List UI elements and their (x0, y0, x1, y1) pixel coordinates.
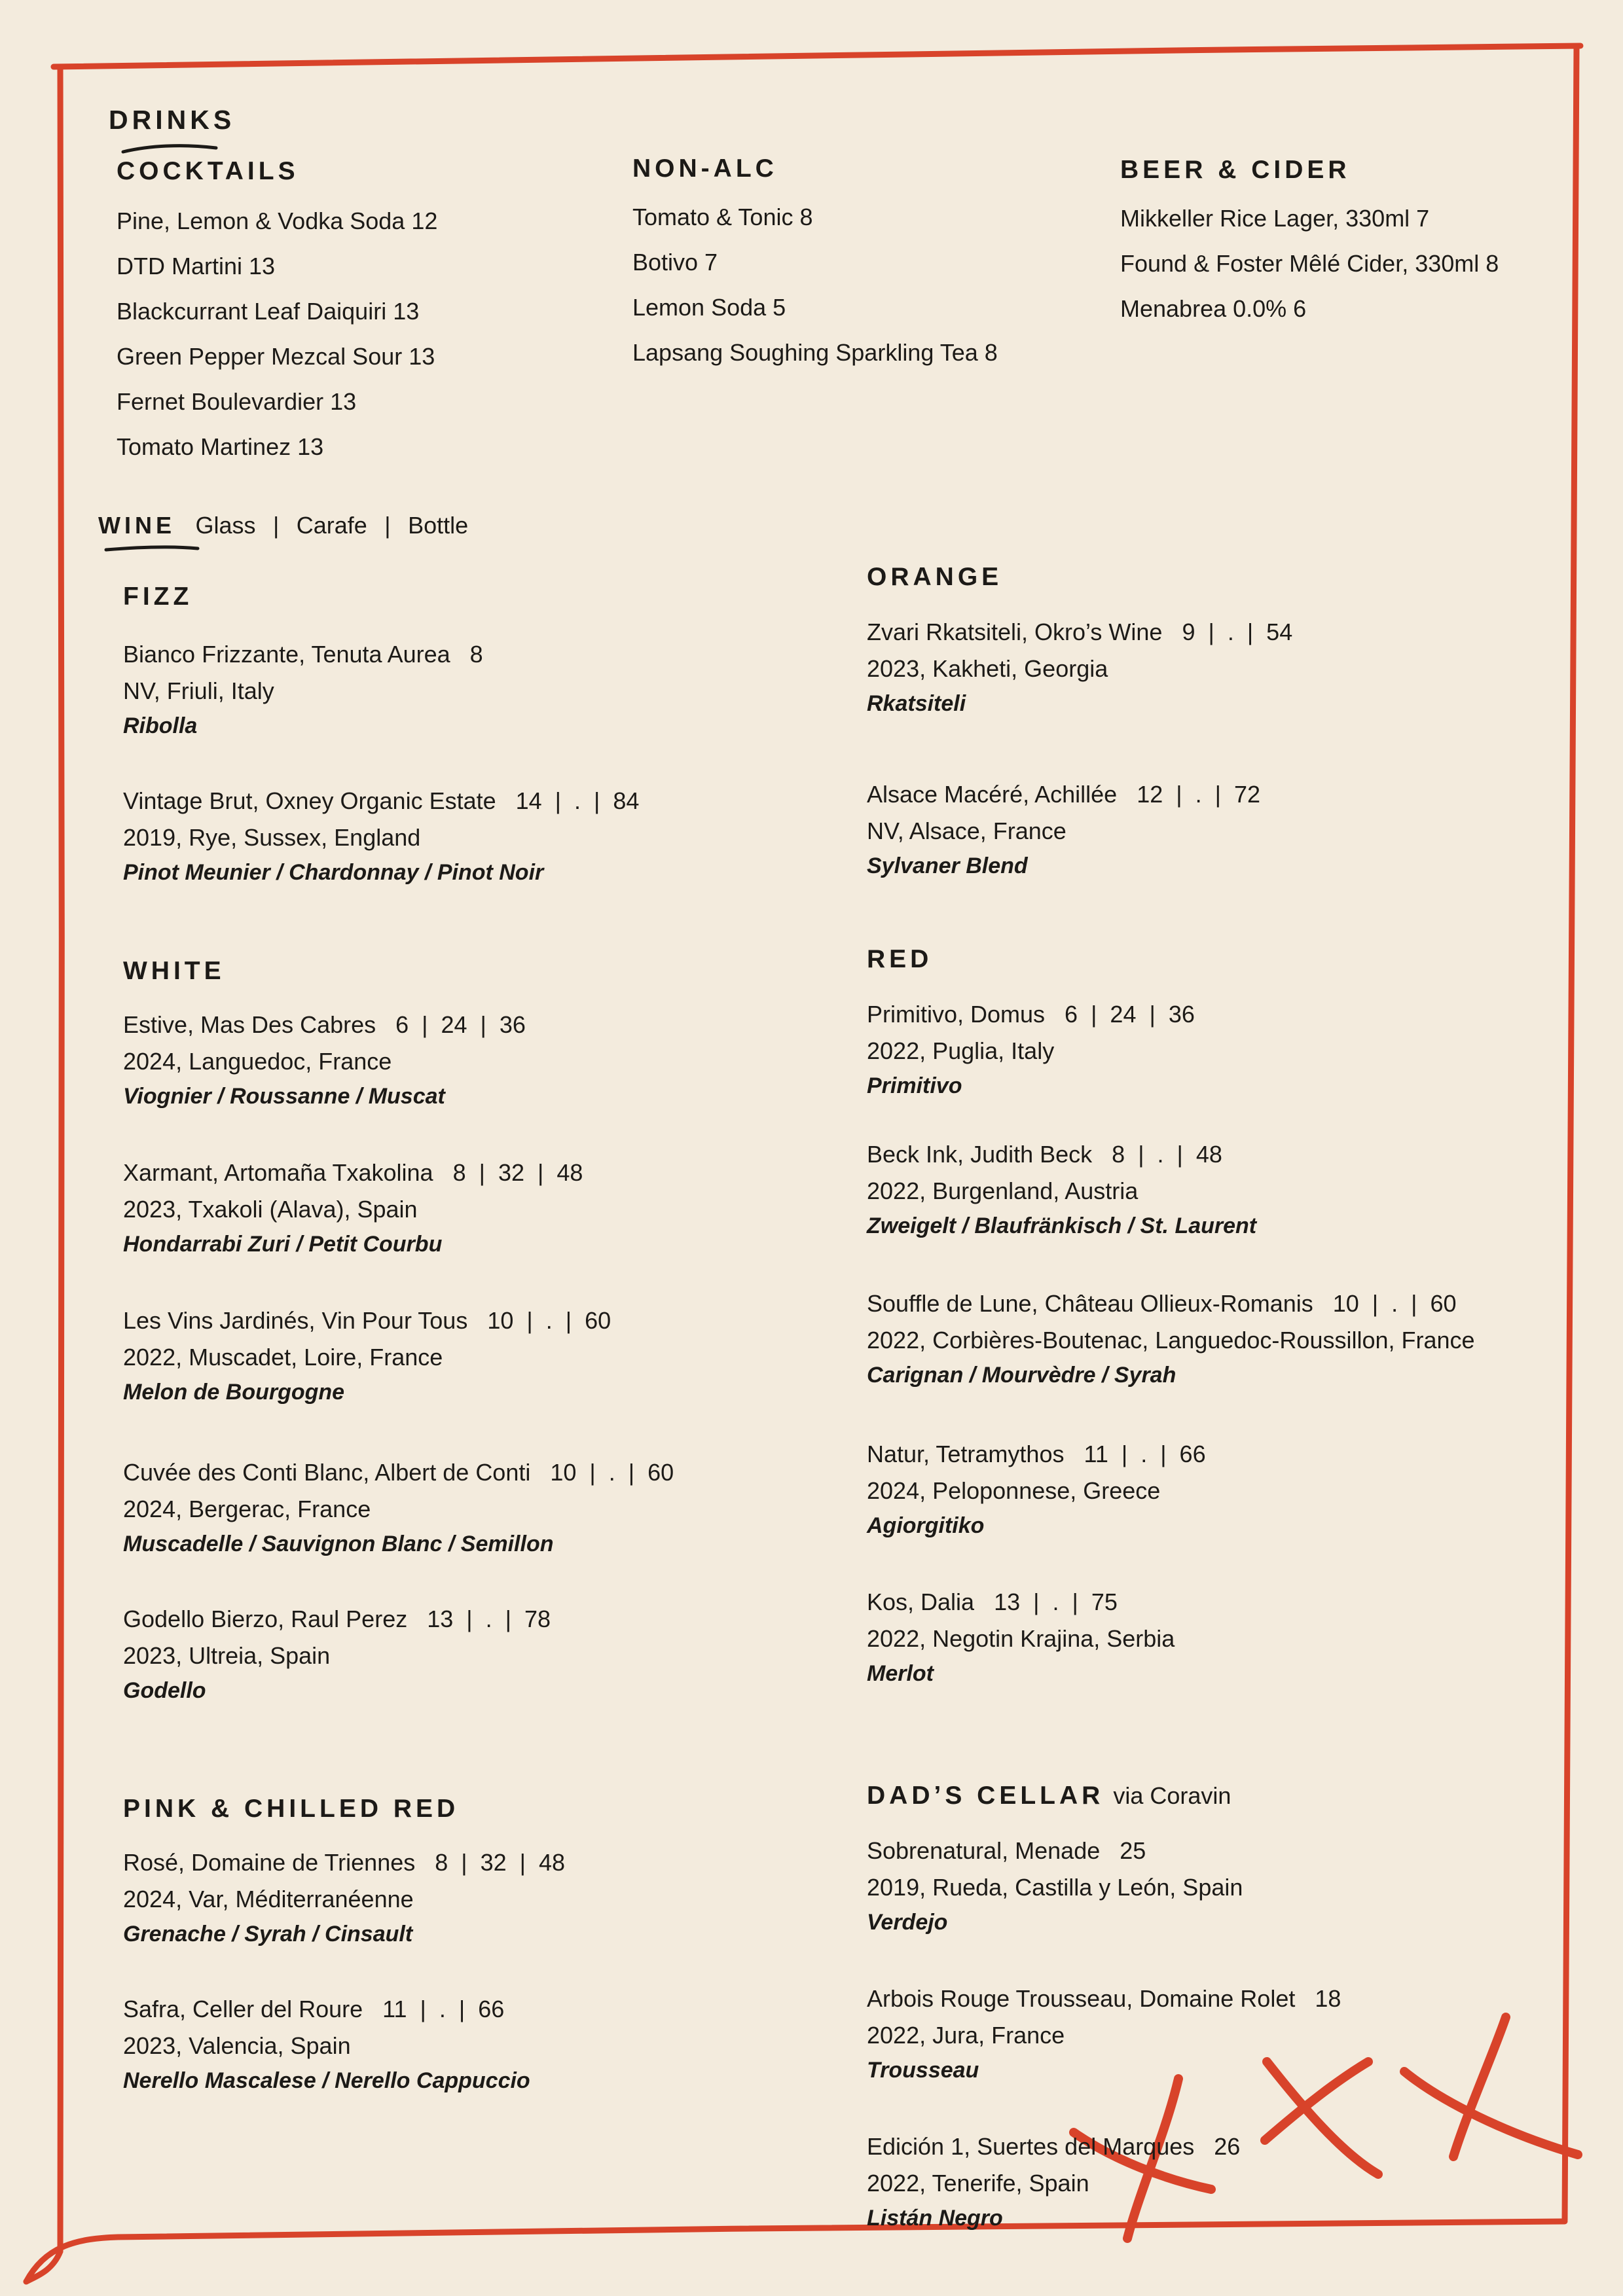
kiss-x-3a (1404, 2072, 1578, 2155)
wine-origin: 2024, Languedoc, France (123, 1048, 392, 1075)
wine-origin: 2022, Tenerife, Spain (867, 2170, 1089, 2197)
wine-name: Les Vins Jardinés, Vin Pour Tous (123, 1307, 468, 1334)
wine-price: 8 (469, 641, 483, 668)
wine-price: 13 | . | 75 (994, 1588, 1118, 1615)
wine-item (867, 1987, 1341, 2081)
wine-grapes: Muscadelle / Sauvignon Blanc / Semillon (123, 1532, 554, 1556)
wine-name: Cuvée des Conti Blanc, Albert de Conti (123, 1459, 531, 1486)
wine-price: 14 | . | 84 (515, 787, 640, 814)
wine-price: 11 | . | 66 (1084, 1441, 1206, 1467)
wine-name: Kos, Dalia (867, 1588, 975, 1615)
wine-name: Estive, Mas Des Cabres (123, 1011, 376, 1038)
pink-heading: PINK & CHILLED RED (123, 1795, 460, 1823)
wine-price: 8 | . | 48 (1112, 1141, 1222, 1168)
wine-item (123, 1607, 551, 1702)
non-alc-item: Tomato & Tonic 8 (632, 204, 813, 230)
cellar-heading (867, 1782, 1231, 1810)
wine-grapes: Grenache / Syrah / Cinsault (123, 1922, 413, 1946)
wine-price: 6 | 24 | 36 (395, 1011, 526, 1038)
wine-item (867, 1292, 1475, 1386)
wine-header (98, 512, 468, 539)
wine-price: 9 | . | 54 (1182, 619, 1293, 645)
wine-grapes: Viognier / Roussanne / Muscat (123, 1084, 445, 1109)
wine-glass-label: Glass (195, 512, 256, 539)
wine-name: Souffle de Lune, Château Ollieux-Romanis (867, 1290, 1313, 1317)
wine-item (123, 789, 639, 884)
wine-price: 26 (1214, 2133, 1241, 2160)
wine-carafe-label: Carafe (296, 512, 367, 539)
beer-cider-heading: BEER & CIDER (1120, 156, 1351, 184)
frame-bottom-line (26, 2221, 1565, 2282)
wine-price: 6 | 24 | 36 (1065, 1001, 1195, 1028)
wine-item (123, 1161, 583, 1255)
frame-right-line (1565, 48, 1577, 2220)
non-alc-item: Lemon Soda 5 (632, 294, 786, 321)
cellar-title: DAD’S CELLAR (867, 1782, 1104, 1810)
white-heading: WHITE (123, 957, 225, 985)
wine-origin: NV, Alsace, France (867, 817, 1067, 844)
wine-price: 25 (1120, 1837, 1146, 1864)
cocktail-item: Tomato Martinez 13 (117, 433, 324, 460)
wine-price: 10 | . | 60 (487, 1307, 611, 1334)
wine-grapes: Pinot Meunier / Chardonnay / Pinot Noir (123, 860, 544, 885)
cocktails-heading: COCKTAILS (117, 157, 299, 185)
wine-name: Natur, Tetramythos (867, 1441, 1065, 1467)
frame-left-line (60, 68, 62, 2251)
cocktail-item: Pine, Lemon & Vodka Soda 12 (117, 207, 438, 234)
wine-grapes: Hondarrabi Zuri / Petit Courbu (123, 1232, 443, 1257)
wine-name: Arbois Rouge Trousseau, Domaine Rolet (867, 1985, 1296, 2012)
wine-price: 10 | . | 60 (1332, 1290, 1457, 1317)
wine-divider: | (272, 512, 280, 539)
wine-item (867, 1590, 1175, 1685)
wine-name: Beck Ink, Judith Beck (867, 1141, 1093, 1168)
non-alc-item: Botivo 7 (632, 249, 718, 276)
wine-price: 8 | 32 | 48 (452, 1159, 583, 1186)
cocktail-item: Fernet Boulevardier 13 (117, 388, 357, 415)
wine-item (123, 643, 483, 737)
wine-origin: 2022, Burgenland, Austria (867, 1177, 1139, 1204)
wine-price: 8 | 32 | 48 (435, 1849, 566, 1876)
beer-cider-item: Found & Foster Mêlé Cider, 330ml 8 (1120, 250, 1499, 277)
cocktail-item: DTD Martini 13 (117, 253, 276, 279)
wine-price: 10 | . | 60 (550, 1459, 674, 1486)
beer-cider-item: Mikkeller Rice Lager, 330ml 7 (1120, 205, 1430, 232)
wine-grapes: Zweigelt / Blaufränkisch / St. Laurent (867, 1213, 1257, 1238)
wine-origin: 2022, Negotin Krajina, Serbia (867, 1625, 1175, 1652)
page-title: DRINKS (109, 105, 236, 135)
wine-name: Alsace Macéré, Achillée (867, 781, 1118, 808)
cocktail-item: Green Pepper Mezcal Sour 13 (117, 343, 435, 370)
wine-name: Godello Bierzo, Raul Perez (123, 1605, 408, 1632)
non-alc-heading: NON-ALC (632, 154, 778, 183)
wine-grapes: Agiorgitiko (867, 1513, 985, 1538)
wine-grapes: Godello (123, 1678, 206, 1703)
wine-name: Rosé, Domaine de Triennes (123, 1849, 416, 1876)
wine-name: Safra, Celler del Roure (123, 1996, 363, 2022)
wine-name: Primitivo, Domus (867, 1001, 1046, 1028)
wine-price: 13 | . | 78 (427, 1605, 551, 1632)
wine-price: 11 | . | 66 (382, 1996, 505, 2022)
wine-grapes: Ribolla (123, 713, 198, 738)
wine-item (123, 1851, 565, 1945)
wine-name: Bianco Frizzante, Tenuta Aurea (123, 641, 450, 668)
fizz-heading: FIZZ (123, 583, 193, 611)
wine-item (867, 1443, 1206, 1537)
frame-top-line (54, 46, 1580, 67)
wine-grapes: Verdejo (867, 1910, 948, 1935)
wine-name: Xarmant, Artomaña Txakolina (123, 1159, 433, 1186)
wine-grapes: Primitivo (867, 1073, 962, 1098)
wine-grapes: Sylvaner Blend (867, 853, 1028, 878)
wine-origin: 2019, Rye, Sussex, England (123, 824, 421, 851)
wine-origin: 2022, Corbières-Boutenac, Languedoc-Roussillon, France (867, 1327, 1475, 1354)
wine-name: Vintage Brut, Oxney Organic Estate (123, 787, 496, 814)
wine-heading: WINE (98, 512, 175, 539)
wine-origin: 2022, Puglia, Italy (867, 1037, 1055, 1064)
wine-item (867, 2135, 1240, 2229)
wine-origin: 2023, Kakheti, Georgia (867, 655, 1108, 682)
non-alc-item: Lapsang Soughing Sparkling Tea 8 (632, 339, 998, 366)
wine-grapes: Rkatsiteli (867, 691, 966, 716)
wine-origin: 2024, Var, Méditerranéenne (123, 1886, 414, 1912)
wine-item (123, 1013, 526, 1107)
wine-item (867, 1143, 1256, 1237)
wine-price: 12 | . | 72 (1137, 781, 1260, 808)
orange-heading: ORANGE (867, 563, 1003, 591)
wine-grapes: Listán Negro (867, 2206, 1003, 2231)
wine-grapes: Merlot (867, 1661, 934, 1686)
wine-price: 18 (1315, 1985, 1341, 2012)
wine-grapes: Melon de Bourgogne (123, 1380, 345, 1405)
wine-origin: 2022, Jura, France (867, 2022, 1065, 2049)
wine-grapes: Nerello Mascalese / Nerello Cappuccio (123, 2068, 530, 2093)
wine-origin: 2024, Bergerac, France (123, 1496, 371, 1522)
wine-origin: 2023, Valencia, Spain (123, 2032, 351, 2059)
wine-name: Zvari Rkatsiteli, Okro’s Wine (867, 619, 1163, 645)
kiss-x-3b (1453, 2017, 1506, 2157)
red-heading: RED (867, 945, 933, 973)
wine-grapes: Carignan / Mourvèdre / Syrah (867, 1363, 1176, 1388)
beer-cider-item: Menabrea 0.0% 6 (1120, 295, 1307, 322)
cocktail-item: Blackcurrant Leaf Daiquiri 13 (117, 298, 420, 325)
wine-origin: 2024, Peloponnese, Greece (867, 1477, 1161, 1504)
cellar-subtitle: via Coravin (1113, 1782, 1231, 1809)
wine-item (123, 1998, 530, 2092)
wine-item (867, 620, 1292, 715)
wine-item (867, 1839, 1243, 1933)
wine-origin: 2023, Txakoli (Alava), Spain (123, 1196, 418, 1223)
cocktails-underline (123, 146, 216, 152)
wine-bottle-label: Bottle (408, 512, 469, 539)
wine-item (867, 1003, 1195, 1097)
wine-item (123, 1309, 611, 1403)
wine-origin: 2023, Ultreia, Spain (123, 1642, 331, 1669)
wine-underline (106, 547, 198, 550)
wine-origin: 2019, Rueda, Castilla y León, Spain (867, 1874, 1243, 1901)
wine-item (867, 783, 1260, 877)
wine-origin: 2022, Muscadet, Loire, France (123, 1344, 443, 1371)
wine-name: Sobrenatural, Menade (867, 1837, 1101, 1864)
wine-divider: | (384, 512, 391, 539)
wine-grapes: Trousseau (867, 2058, 979, 2083)
wine-origin: NV, Friuli, Italy (123, 677, 274, 704)
wine-item (123, 1461, 674, 1555)
wine-name: Edición 1, Suertes del Marques (867, 2133, 1195, 2160)
